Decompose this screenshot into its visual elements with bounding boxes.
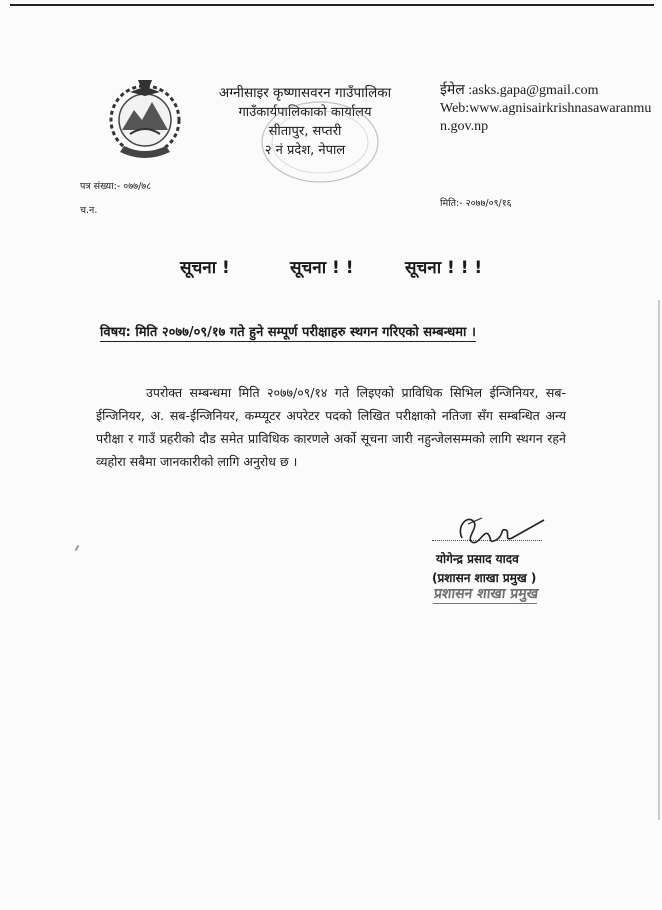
signatory-post: (प्रशासन शाखा प्रमुख ) <box>432 571 537 585</box>
letter-body: उपरोक्त सम्बन्धमा मिति २०७७/०९/१४ गते लिइएको प्राविधिक सिभिल ईन्जिनियर, सब-ईन्जिनियर, अ. सब-ईन्जिनियर, कम्प्यूटर अपरेटर पदको लिखित परीक्षाको नतिजा सँग सम्बन्धित अन्य परीक्षा र गाउँ प्रहरीको दौड समेत प्राविधिक कारणले अर्को सूचना जारी नहुन्जेलसम्मको लागि स्थगन रहने व्यहोरा सबैमा जानकारीको लागि अनुरोध छ । <box>96 385 566 469</box>
signatory-name: योगेन्द्र प्रसाद यादव <box>436 552 519 566</box>
contact-block <box>440 82 655 136</box>
signatory-stamp: प्रशासन शाखा प्रमुख <box>433 586 539 602</box>
top-border-line <box>10 4 654 6</box>
nepal-emblem-icon <box>100 72 190 164</box>
signature-dotted-line <box>432 540 542 541</box>
office-seal-stamp <box>255 92 385 187</box>
office-location: सीतापुर, सप्तरी <box>268 124 342 139</box>
office-unit: गाउँकार्यपालिकाको कार्यालय <box>238 105 372 120</box>
contact-web: Web:www.agnisairkrishnasawaranmun.gov.np <box>440 101 652 134</box>
contact-email: ईमेल :asks.gapa@gmail.com <box>440 83 599 98</box>
notice-heading: सूचना ! ! ! <box>405 258 483 278</box>
handwritten-signature <box>448 508 548 550</box>
subject-line: विषय: मिति २०७७/०९/१७ गते हुने सम्पूर्ण परीक्षाहरु स्थगन गरिएको सम्बन्धमा । <box>100 322 476 342</box>
scan-speck <box>75 545 80 551</box>
letter-date: मिति:- २०७७/०९/१६ <box>440 198 512 209</box>
dispatch-number: च.न. <box>80 205 98 216</box>
notice-heading: सूचना ! ! <box>290 258 354 278</box>
office-province: २ नं प्रदेश, नेपाल <box>264 143 346 158</box>
notice-heading: सूचना ! <box>180 258 230 278</box>
reference-number: पत्र संख्या:- ०७७/७८ <box>80 181 152 192</box>
office-name: अग्नीसाइर कृष्णासवरन गाउँपालिका <box>218 85 392 101</box>
scan-edge-shadow <box>658 300 660 820</box>
